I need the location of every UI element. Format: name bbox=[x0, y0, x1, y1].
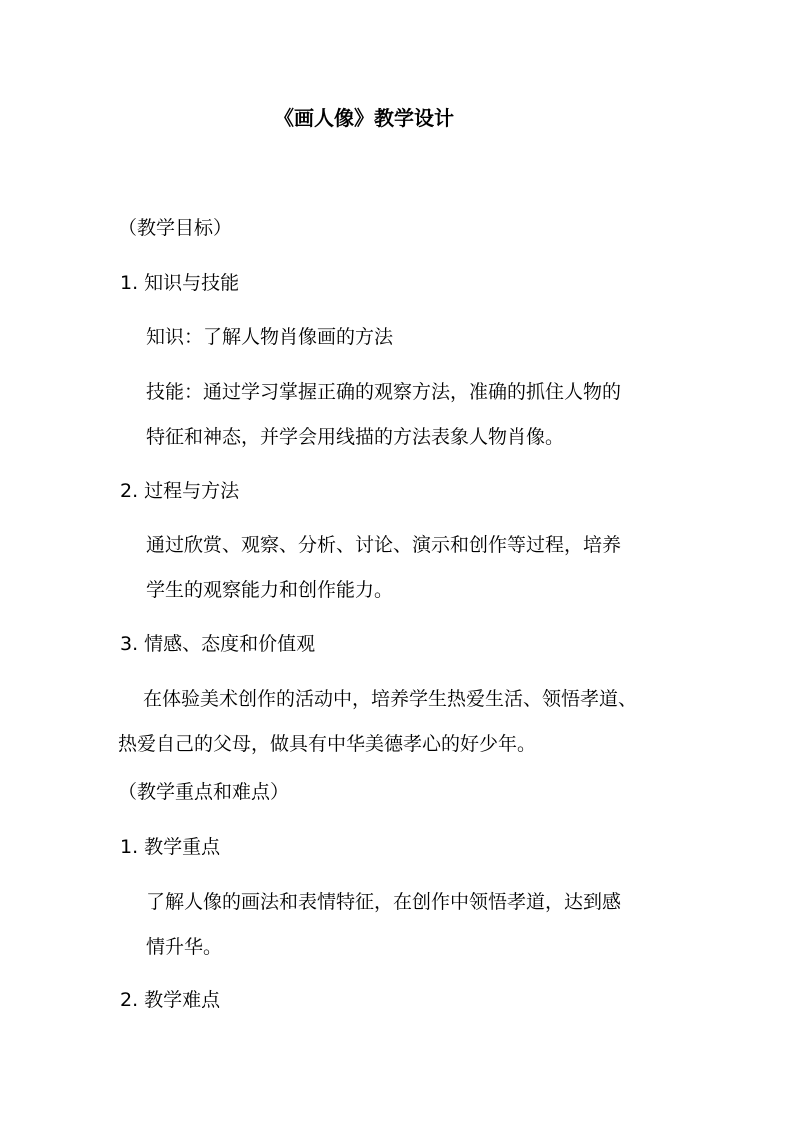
difficulty-label: 2. 教学难点 bbox=[120, 989, 221, 1011]
process-method-text-line-2: 学生的观察能力和创作能力。 bbox=[146, 579, 394, 601]
key-points-heading: （教学重点和难点） bbox=[118, 781, 290, 803]
emotion-values-label: 3. 情感、态度和价值观 bbox=[120, 633, 316, 655]
knowledge-skills-label: 1. 知识与技能 bbox=[120, 272, 240, 294]
emotion-values-text-line-2: 热爱自己的父母，做具有中华美德孝心的好少年。 bbox=[118, 733, 537, 755]
document-title: 《画人像》教学设计 bbox=[274, 106, 454, 130]
skills-text-line-2: 特征和神态，并学会用线描的方法表象人物肖像。 bbox=[146, 426, 565, 448]
emotion-values-text-line-1: 在体验美术创作的活动中，培养学生热爱生活、领悟孝道、 bbox=[143, 688, 638, 710]
objectives-heading: （教学目标） bbox=[118, 217, 233, 239]
focus-text-line-1: 了解人像的画法和表情特征，在创作中领悟孝道，达到感 bbox=[146, 891, 622, 913]
knowledge-text: 知识：了解人物肖像画的方法 bbox=[146, 326, 394, 348]
process-method-text-line-1: 通过欣赏、观察、分析、讨论、演示和创作等过程，培养 bbox=[146, 534, 622, 556]
focus-label: 1. 教学重点 bbox=[120, 836, 221, 858]
skills-text-line-1: 技能：通过学习掌握正确的观察方法，准确的抓住人物的 bbox=[146, 381, 622, 403]
focus-text-line-2: 情升华。 bbox=[146, 936, 223, 958]
process-method-label: 2. 过程与方法 bbox=[120, 480, 240, 502]
